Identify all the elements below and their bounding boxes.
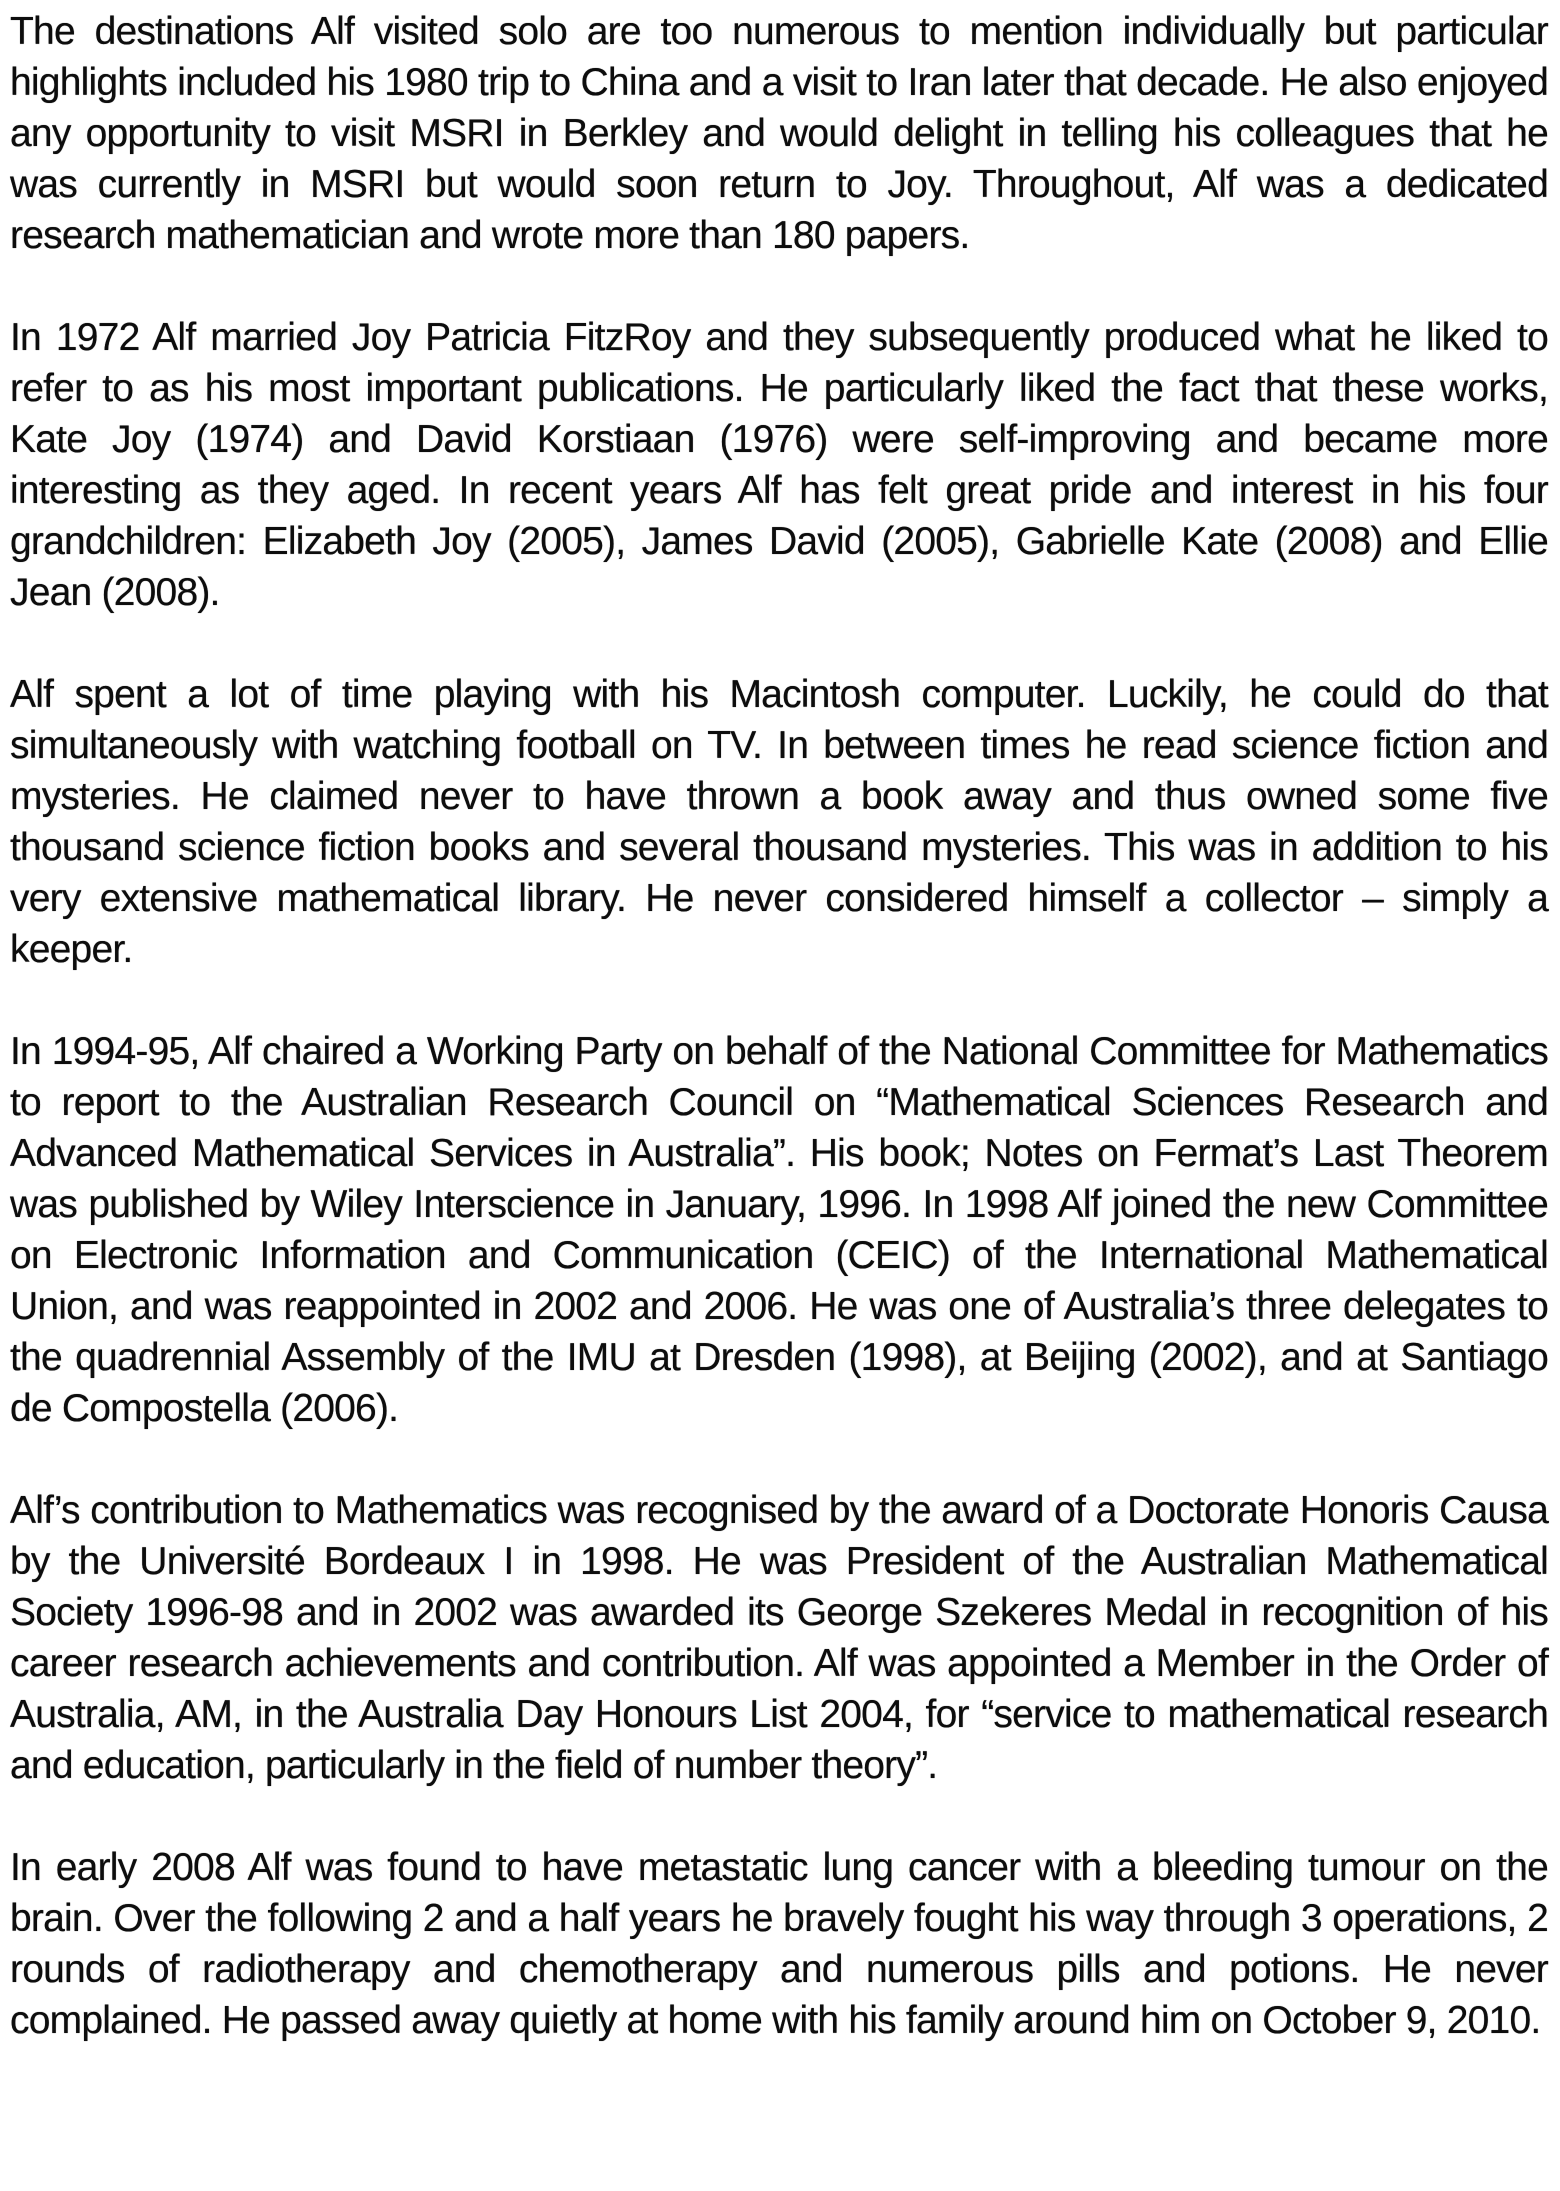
paragraph-honours: Alf’s contribution to Mathematics was recognised by the award of a Doctorate Honoris Causa by the Université Bordeaux I in 1998. He was President of the Australian Mathematical Society 1996-98 and in 2002 was awarded its George Szekeres Medal in recognition of his career research achievements and contribution. Alf was appointed a Member in the Order of Australia, AM, in the Australia Day Honours List 2004, for “service to mathematical research and education, particularly in the field of number theory”. [10,1489,1548,1787]
paragraph-hobbies: Alf spent a lot of time playing with his Macintosh computer. Luckily, he could do that simultaneously with watching football on TV. In between times he read science fiction and mysteries. He claimed never to have thrown a book away and thus owned some five thousand science fiction books and several thousand mysteries. This was in addition to his very extensive mathematical library. He never considered himself a collector – simply a keeper. [10,673,1548,971]
paragraph-family: In 1972 Alf married Joy Patricia FitzRoy and they subsequently produced what he liked to refer to as his most important publications. He particularly liked the fact that these works, Kate Joy (1974) and David Korstiaan (1976) were self-improving and became more interesting as they aged. In recent years Alf has felt great pride and interest in his four grandchildren: Elizabeth Joy (2005), James David (2005), Gabrielle Kate (2008) and Ellie Jean (2008). [10,316,1548,614]
paragraph-travel-and-research: The destinations Alf visited solo are too numerous to mention individually but particular highlights included his 1980 trip to China and a visit to Iran later that decade. He also enjoyed any opportunity to visit MSRI in Berkley and would delight in telling his colleagues that he was currently in MSRI but would soon return to Joy. Throughout, Alf was a dedicated research mathematician and wrote more than 180 papers. [10,10,1548,257]
paragraph-committees: In 1994-95, Alf chaired a Working Party on behalf of the National Committee for Mathematics to report to the Australian Research Council on “Mathematical Sciences Research and Advanced Mathematical Services in Australia”. His book; Notes on Fermat’s Last Theorem was published by Wiley Interscience in January, 1996. In 1998 Alf joined the new Committee on Electronic Information and Communication (CEIC) of the International Mathematical Union, and was reappointed in 2002 and 2006. He was one of Australia’s three delegates to the quadrennial Assembly of the IMU at Dresden (1998), at Beijing (2002), and at Santiago de Compostella (2006). [10,1030,1548,1430]
paragraph-illness: In early 2008 Alf was found to have metastatic lung cancer with a bleeding tumour on the brain. Over the following 2 and a half years he bravely fought his way through 3 operations, 2 rounds of radiotherapy and chemotherapy and numerous pills and potions. He never complained. He passed away quietly at home with his family around him on October 9, 2010. [10,1846,1548,2042]
